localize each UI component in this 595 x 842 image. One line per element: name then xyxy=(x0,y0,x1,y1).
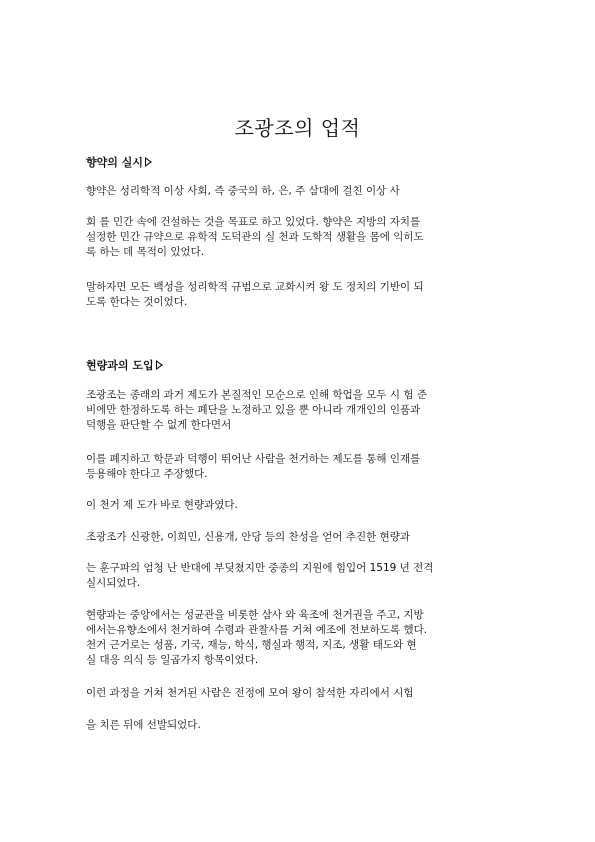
section-heading-hyeonryanggwa xyxy=(86,357,163,373)
text-line: 말하자면 모든 백성을 성리학적 규범으로 교화시켜 왕 도 정치의 기반이 되 xyxy=(86,281,424,293)
paragraph xyxy=(86,184,512,199)
text-line: 이런 과정을 거쳐 천거된 사람은 전정에 모여 왕이 참석한 자리에서 시험 xyxy=(86,687,414,699)
text-line: 을 치른 뒤에 선발되었다. xyxy=(86,719,201,731)
paragraph xyxy=(86,686,512,701)
text-line: 이를 폐지하고 학문과 덕행이 뛰어난 사람을 천거하는 제도를 통해 인재를 xyxy=(86,453,421,465)
text-line: 는 훈구파의 엄청 난 반대에 부딪쳤지만 중종의 지원에 힘입어 1519 년 전격 xyxy=(86,562,434,574)
page-title: 조광조의 업적 xyxy=(234,116,361,140)
triangle-bullet-icon xyxy=(145,157,152,167)
triangle-bullet-icon xyxy=(156,360,163,370)
text-line: 덕행을 판단할 수 없게 한다면서 xyxy=(86,419,232,431)
text-line: 등용해야 한다고 주장했다. xyxy=(86,468,208,480)
section-heading-hyangyak xyxy=(86,154,152,170)
paragraph xyxy=(86,561,512,591)
text-line: 천거 근거로는 성품, 기국, 재능, 학식, 행실과 행적, 지조, 생활 태도와 현 xyxy=(86,639,417,651)
paragraph xyxy=(86,718,512,733)
text-line: 조광조는 종래의 과거 제도가 본질적인 모순으로 인해 학업을 모두 시 험 준 xyxy=(86,389,428,401)
text-line: 조광조가 신광한, 이희민, 신용개, 안당 등의 찬성을 얻어 추진한 현량과 xyxy=(86,531,411,543)
paragraph xyxy=(86,498,512,513)
section-heading-label: 향약의 실시 xyxy=(86,156,143,169)
paragraph xyxy=(86,530,512,545)
paragraph xyxy=(86,388,512,433)
paragraph xyxy=(86,215,512,260)
text-line: 설정한 민간 규약으로 유학적 도덕관의 실 천과 도학적 생활을 몸에 익히도 xyxy=(86,231,424,243)
paragraph xyxy=(86,608,512,668)
text-line: 이 천거 제 도가 바로 현량과였다. xyxy=(86,499,238,511)
paragraph xyxy=(86,280,512,310)
text-line: 도록 한다는 것이었다. xyxy=(86,296,188,308)
text-line: 현량과는 중앙에서는 성균관을 비롯한 삼사 와 육조에 천거권을 주고, 지방 xyxy=(86,609,424,621)
text-line: 실 대응 의식 등 일곱가지 항목이었다. xyxy=(86,654,259,666)
text-line: 록 하는 데 목적이 있었다. xyxy=(86,246,205,258)
text-line: 향약은 성리학적 이상 사회, 즉 중국의 하, 은, 주 삼대에 걸친 이상 사 xyxy=(86,185,400,197)
paragraph xyxy=(86,452,512,482)
text-line: 에서는유향소에서 천거하여 수령과 관찰사를 거쳐 예조에 전보하도록 했다. xyxy=(86,624,428,636)
text-line: 회 를 민간 속에 건설하는 것을 목표로 하고 있었다. 향약은 지방의 자치를 xyxy=(86,216,421,228)
section-heading-label: 현량과의 도입 xyxy=(86,359,154,372)
text-line: 비에만 한정하도록 하는 폐단을 노정하고 있을 뿐 아니라 개개인의 인품과 xyxy=(86,404,421,416)
text-line: 실시되었다. xyxy=(86,577,141,589)
